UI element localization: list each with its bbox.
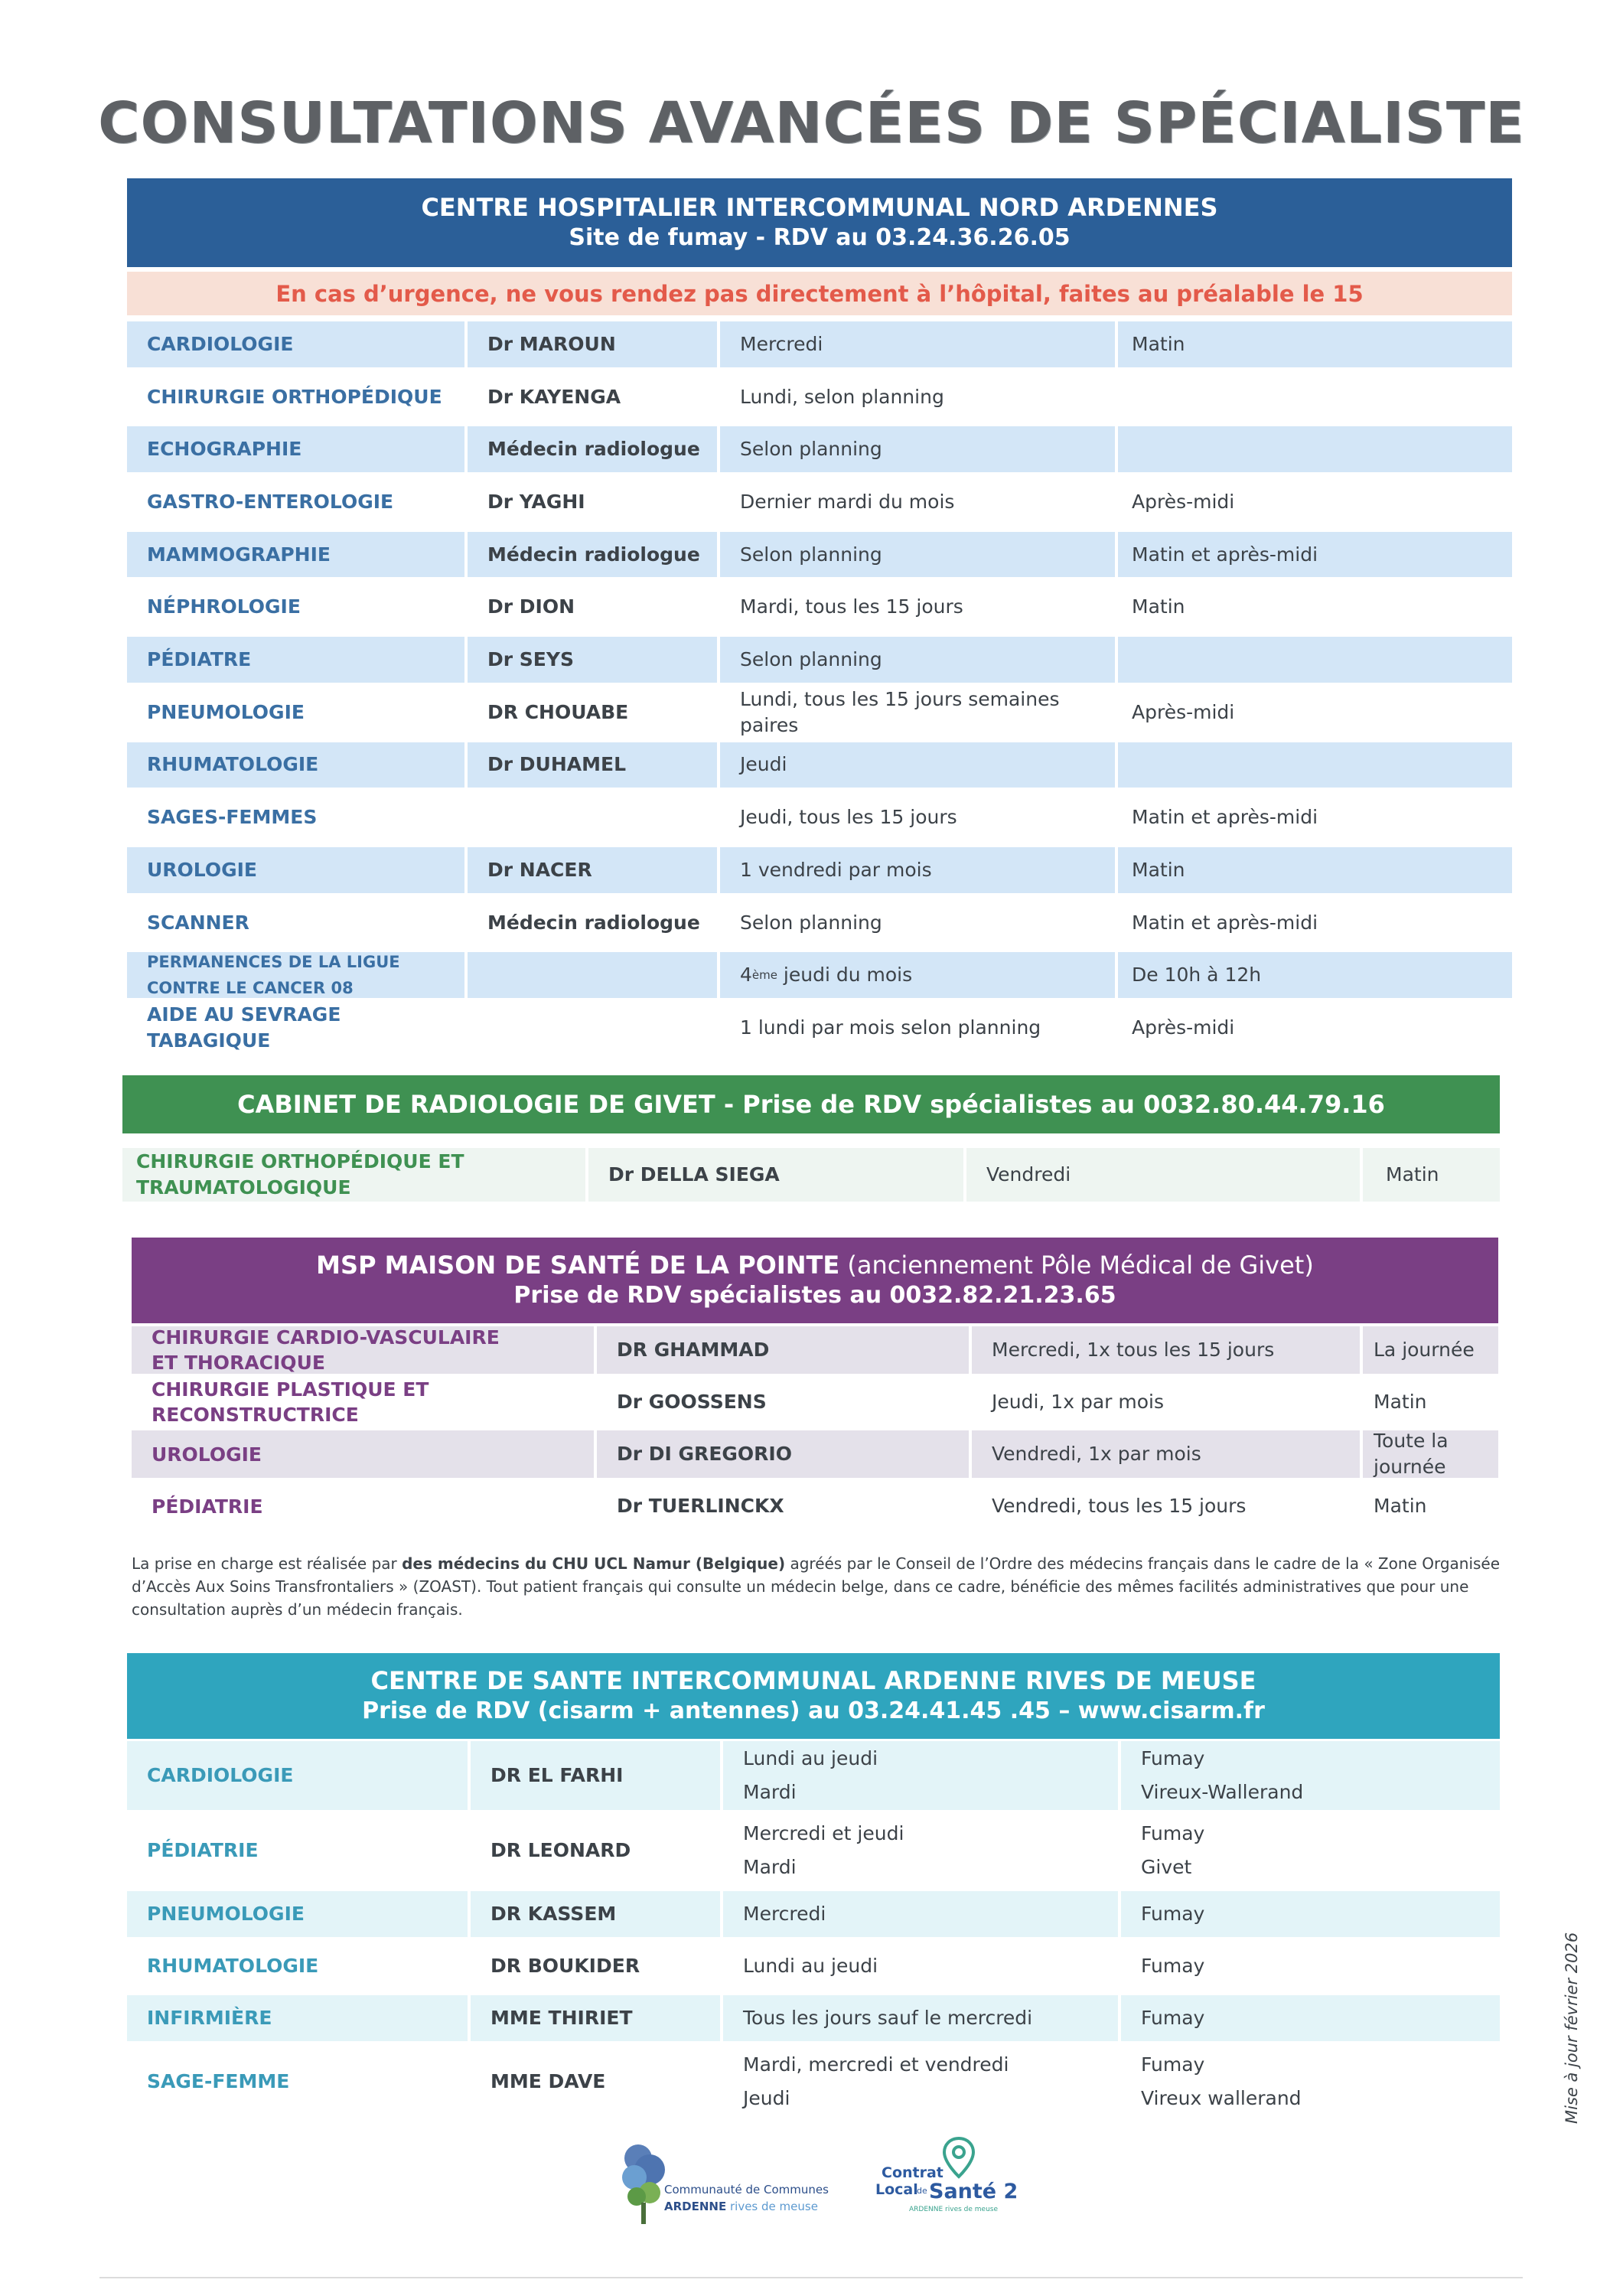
- day-line1: Mercredi et jeudi: [743, 1822, 904, 1844]
- time: [1118, 374, 1512, 420]
- doctor: Dr DELLA SIEGA: [588, 1148, 963, 1202]
- time: Matin: [1363, 1148, 1500, 1202]
- place-line1: Fumay: [1141, 1822, 1205, 1844]
- day: Selon planning: [720, 532, 1115, 578]
- msp-table: [132, 1326, 1498, 1541]
- day: Vendredi, 1x par mois: [972, 1430, 1360, 1478]
- givet-table: [122, 1148, 1500, 1202]
- table-row: [127, 426, 1512, 472]
- specialty: [132, 1326, 594, 1374]
- day-line1: Tous les jours sauf le mercredi: [743, 2007, 1033, 2029]
- cc-line2: [664, 2200, 818, 2213]
- table-row: [127, 742, 1512, 788]
- table-row: [127, 1995, 1500, 2041]
- table-row: [132, 1326, 1498, 1374]
- doctor: DR LEONARD: [490, 1839, 631, 1861]
- doctor: Dr DI GREGORIO: [597, 1430, 969, 1478]
- day-line1: Lundi au jeudi: [743, 1747, 878, 1769]
- time: De 10h à 12h: [1118, 952, 1512, 998]
- specialty: CARDIOLOGIE: [127, 321, 464, 367]
- specialty: NÉPHROLOGIE: [147, 595, 301, 618]
- place: [1121, 2047, 1500, 2116]
- chinna-table: [127, 321, 1512, 1060]
- table-row: [132, 1378, 1498, 1426]
- table-row: [127, 952, 1512, 998]
- table-row: [127, 847, 1512, 893]
- place-line1: Fumay: [1141, 1903, 1205, 1925]
- day-line1: Lundi au jeudi: [743, 1955, 878, 1977]
- specialty: [122, 1148, 585, 1202]
- place: [1121, 1741, 1500, 1810]
- tree-icon: [615, 2135, 676, 2227]
- table-row: [127, 1816, 1500, 1885]
- note-post: agréés par le Conseil de l’Ordre des médecins français dans le cadre de la « Zone Organisée d’Accès Aux Soins Transfrontaliers » (ZOAST). Tout patient français qui consulte un médecin belge, dans ce cadre, bénéficie des mêmes facilités administratives que pour une consultation auprès d’un médecin français.: [132, 1554, 1501, 1619]
- msp-header-thin: (anciennement Pôle Médical de Givet): [839, 1251, 1314, 1280]
- time: Après-midi: [1132, 700, 1235, 723]
- table-row: [127, 900, 1512, 946]
- cisarm-header-phone: Prise de RDV (cisarm + antennes) au 03.24.41.45 .45 – www.cisarm.fr: [362, 1698, 1265, 1724]
- table-row: [127, 794, 1512, 840]
- day: 1 vendredi par mois: [720, 847, 1115, 893]
- specialty: CHIRURGIE ORTHOPÉDIQUE: [147, 385, 442, 408]
- cc-ardenne-logo: [615, 2135, 829, 2227]
- givet-header-title: CABINET DE RADIOLOGIE DE GIVET - Prise de RDV spécialistes au 0032.80.44.79.16: [237, 1090, 1385, 1119]
- time: Après-midi: [1132, 490, 1235, 513]
- time: Matin: [1374, 1391, 1427, 1413]
- specialty: UROLOGIE: [127, 847, 464, 893]
- day: Vendredi: [966, 1148, 1360, 1202]
- time: [1118, 742, 1512, 788]
- specialty: SCANNER: [147, 911, 249, 934]
- doctor: Médecin radiologue: [468, 426, 717, 472]
- day: 4 ème jeudi du mois: [720, 952, 1115, 998]
- table-row: [127, 321, 1512, 367]
- day: Selon planning: [720, 637, 1115, 683]
- table-row: [122, 1148, 1500, 1202]
- specialty-line1: CHIRURGIE ORTHOPÉDIQUE ET: [136, 1150, 464, 1172]
- place-line1: Fumay: [1141, 1747, 1205, 1769]
- place-line1: Fumay: [1141, 1955, 1205, 1977]
- day: [723, 1891, 1118, 1937]
- day: Jeudi, 1x par mois: [992, 1391, 1164, 1413]
- time: Matin: [1374, 1495, 1427, 1517]
- cls-line2: Local: [875, 2181, 918, 2198]
- day: Vendredi, tous les 15 jours: [992, 1495, 1247, 1517]
- day-number: 4: [740, 964, 752, 987]
- day: [723, 2047, 1118, 2116]
- cisarm-header: [127, 1653, 1500, 1739]
- specialty: MAMMOGRAPHIE: [127, 532, 464, 578]
- specialty: CARDIOLOGIE: [127, 1741, 468, 1810]
- doctor: DR GHAMMAD: [597, 1326, 969, 1374]
- time: La journée: [1363, 1326, 1498, 1374]
- doctor: DR EL FARHI: [471, 1741, 720, 1810]
- map-pin-icon: [940, 2135, 978, 2181]
- doctor: Dr YAGHI: [487, 490, 585, 513]
- urgence-banner: En cas d’urgence, ne vous rendez pas directement à l’hôpital, faites au préalable le 15: [127, 272, 1512, 315]
- day: Selon planning: [720, 426, 1115, 472]
- cls-small: ARDENNE rives de meuse: [909, 2206, 998, 2213]
- day-line2: Mardi: [743, 1781, 797, 1803]
- time: Matin: [1132, 595, 1185, 618]
- table-row: [132, 1430, 1498, 1478]
- place-line2: Vireux-Wallerand: [1141, 1781, 1304, 1803]
- day: Selon planning: [740, 911, 882, 934]
- specialty: INFIRMIÈRE: [127, 1995, 468, 2041]
- day-line2: Mardi: [743, 1856, 797, 1878]
- day: Jeudi: [720, 742, 1115, 788]
- day-rest: jeudi du mois: [777, 964, 913, 987]
- day: Jeudi, tous les 15 jours: [740, 806, 957, 829]
- table-row: [127, 1891, 1500, 1937]
- time: Matin et après-midi: [1132, 911, 1318, 934]
- time: Matin: [1118, 321, 1512, 367]
- doctor: Médecin radiologue: [487, 911, 700, 934]
- place-line1: Fumay: [1141, 2053, 1205, 2076]
- table-row: [127, 479, 1512, 525]
- update-date: Mise à jour février 2026: [1563, 1932, 1581, 2124]
- cls-line1: Contrat: [882, 2164, 943, 2181]
- specialty-line2: TRAUMATOLOGIQUE: [136, 1176, 351, 1199]
- doctor: MME THIRIET: [471, 1995, 720, 2041]
- day: [723, 1943, 1118, 1989]
- day: [723, 1995, 1118, 2041]
- table-row: [127, 637, 1512, 683]
- table-row: [127, 1741, 1500, 1810]
- table-row: [127, 1943, 1500, 1989]
- specialty: PERMANENCES DE LA LIGUE CONTRE LE CANCER 08: [127, 952, 464, 998]
- msp-header-title: [316, 1250, 1314, 1280]
- table-row: [127, 1005, 1512, 1051]
- doctor: Dr KAYENGA: [487, 385, 621, 408]
- specialty: PÉDIATRIE: [147, 1839, 259, 1861]
- doctor: DR BOUKIDER: [490, 1955, 640, 1977]
- place: [1121, 1816, 1500, 1885]
- day: [723, 1741, 1118, 1810]
- doctor: DR CHOUABE: [487, 700, 629, 723]
- specialty: RHUMATOLOGIE: [127, 742, 464, 788]
- table-row: [127, 585, 1512, 631]
- specialty: RHUMATOLOGIE: [147, 1955, 319, 1977]
- day: Mercredi, 1x tous les 15 jours: [972, 1326, 1360, 1374]
- place-line2: Givet: [1141, 1856, 1192, 1878]
- place: [1121, 1891, 1500, 1937]
- cc-ardenne: ARDENNE: [664, 2200, 727, 2213]
- specialty: AIDE AU SEVRAGE TABAGIQUE: [147, 1003, 341, 1052]
- msp-header-bold: MSP MAISON DE SANTÉ DE LA POINTE: [316, 1251, 840, 1280]
- doctor: [468, 952, 717, 998]
- msp-header: [132, 1238, 1498, 1323]
- specialty-line2: ET THORACIQUE: [152, 1352, 325, 1374]
- day-line1: Mercredi: [743, 1903, 826, 1925]
- doctor: Dr MAROUN: [468, 321, 717, 367]
- day: 1 lundi par mois selon planning: [740, 1016, 1041, 1039]
- specialty-line1: CHIRURGIE PLASTIQUE ET RECONSTRUCTRICE: [152, 1378, 429, 1426]
- table-row: [127, 374, 1512, 420]
- doctor: Dr GOOSSENS: [617, 1391, 767, 1413]
- day: Mardi, tous les 15 jours: [740, 595, 963, 618]
- zoast-note: [132, 1552, 1501, 1621]
- time: Après-midi: [1132, 1016, 1235, 1039]
- msp-header-phone: Prise de RDV spécialistes au 0032.82.21.23.65: [513, 1282, 1116, 1309]
- place: [1121, 1943, 1500, 1989]
- doctor: [468, 1005, 717, 1051]
- doctor: Dr NACER: [468, 847, 717, 893]
- specialty: [132, 1378, 594, 1426]
- specialty: [132, 1430, 594, 1478]
- page-title: CONSULTATIONS AVANCÉES DE SPÉCIALISTE: [98, 90, 1525, 156]
- doctor: Dr SEYS: [468, 637, 717, 683]
- doctor: Dr DUHAMEL: [468, 742, 717, 788]
- day: Lundi, tous les 15 jours semaines paires: [740, 687, 1060, 736]
- place-line2: Vireux wallerand: [1141, 2087, 1302, 2109]
- specialty: [132, 1482, 594, 1530]
- time: [1118, 426, 1512, 472]
- table-row: [127, 2047, 1500, 2116]
- doctor: MME DAVE: [490, 2070, 606, 2092]
- day: Mercredi: [720, 321, 1115, 367]
- doctor: Médecin radiologue: [468, 532, 717, 578]
- chinna-header-phone: Site de fumay - RDV au 03.24.36.26.05: [569, 224, 1071, 251]
- day: [723, 1816, 1118, 1885]
- time: Toute la journée: [1363, 1430, 1498, 1478]
- specialty: PNEUMOLOGIE: [127, 1891, 468, 1937]
- day: Lundi, selon planning: [740, 385, 944, 408]
- cls-sante: Santé 2: [929, 2180, 1018, 2203]
- specialty: PNEUMOLOGIE: [147, 700, 305, 723]
- day-line2: Jeudi: [743, 2087, 790, 2109]
- place: [1121, 1995, 1500, 2041]
- day: Dernier mardi du mois: [740, 490, 955, 513]
- contrat-local-sante-logo: [872, 2135, 1025, 2227]
- chinna-header: [127, 178, 1512, 267]
- specialty: PÉDIATRE: [127, 637, 464, 683]
- cls-de: de: [917, 2186, 927, 2196]
- specialty-line1: PÉDIATRIE: [152, 1495, 263, 1518]
- specialty: SAGES-FEMMES: [147, 806, 318, 829]
- specialty: SAGE-FEMME: [147, 2070, 290, 2092]
- footer-divider: [99, 2277, 1523, 2278]
- doctor: [468, 794, 717, 840]
- specialty-line1: UROLOGIE: [152, 1443, 262, 1466]
- table-row: [127, 687, 1512, 736]
- time: [1118, 637, 1512, 683]
- doctor: Dr TUERLINCKX: [617, 1495, 784, 1517]
- specialty-line1: CHIRURGIE CARDIO-VASCULAIRE: [152, 1326, 500, 1349]
- givet-header: [122, 1075, 1500, 1133]
- table-row: [127, 532, 1512, 578]
- cisarm-table: [127, 1741, 1500, 2108]
- doctor: DR KASSEM: [471, 1891, 720, 1937]
- time: Matin et après-midi: [1132, 806, 1318, 829]
- note-bold: des médecins du CHU UCL Namur (Belgique): [402, 1554, 786, 1573]
- time: Matin et après-midi: [1118, 532, 1512, 578]
- specialty: GASTRO-ENTEROLOGIE: [147, 490, 394, 513]
- doctor: Dr DION: [487, 595, 575, 618]
- cisarm-header-title: CENTRE DE SANTE INTERCOMMUNAL ARDENNE RIVES DE MEUSE: [370, 1666, 1256, 1695]
- time: Matin: [1118, 847, 1512, 893]
- note-pre: La prise en charge est réalisée par: [132, 1554, 402, 1573]
- specialty: ECHOGRAPHIE: [127, 426, 464, 472]
- cc-line1: Communauté de Communes: [664, 2183, 829, 2197]
- place-line1: Fumay: [1141, 2007, 1205, 2029]
- cc-rives: rives de meuse: [726, 2200, 818, 2213]
- table-row: [132, 1482, 1498, 1530]
- day-line1: Mardi, mercredi et vendredi: [743, 2053, 1009, 2076]
- chinna-header-title: CENTRE HOSPITALIER INTERCOMMUNAL NORD ARDENNES: [421, 193, 1218, 222]
